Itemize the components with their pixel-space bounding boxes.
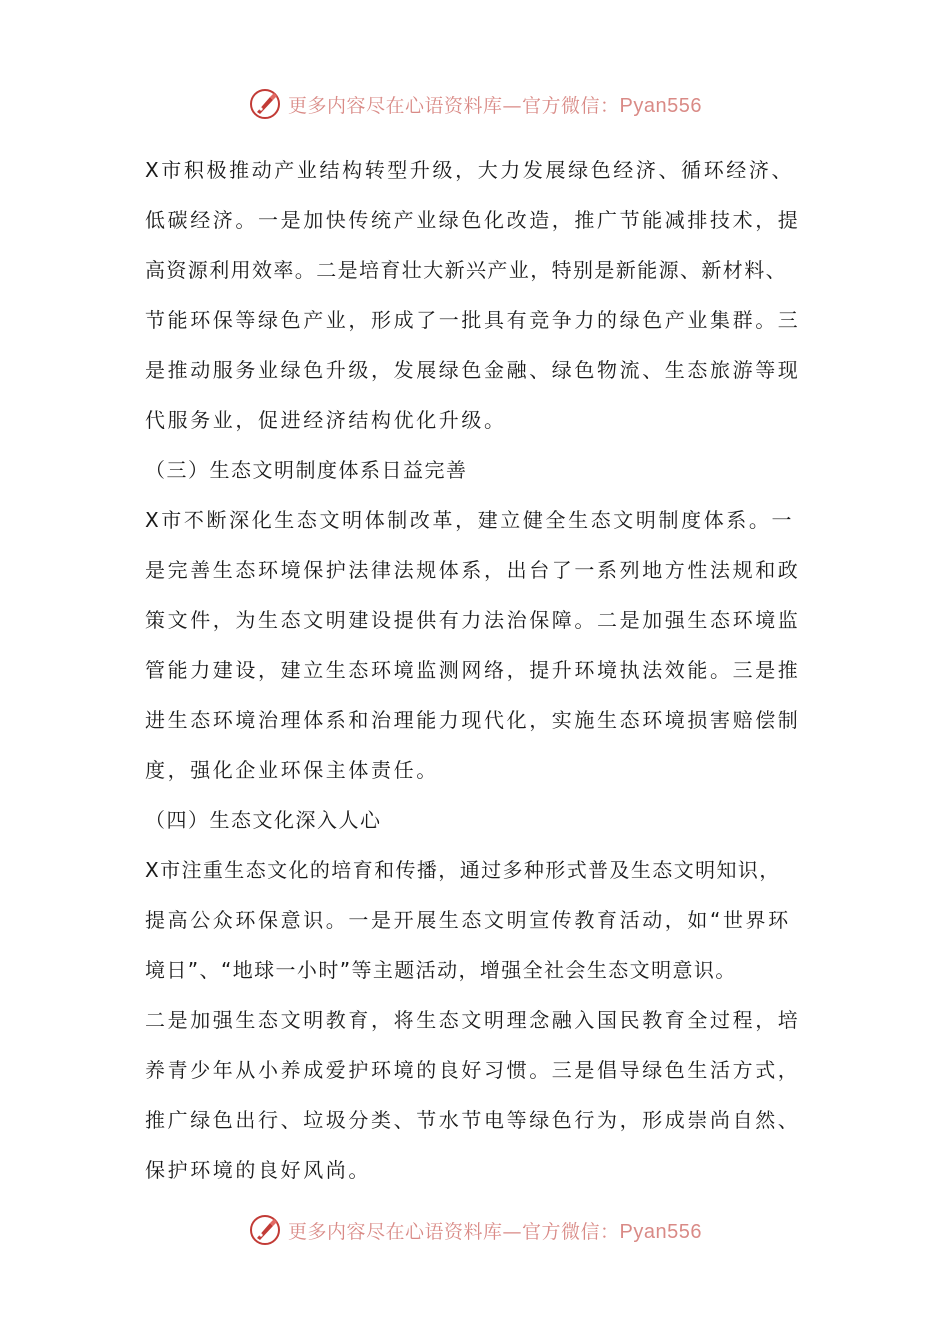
text-line: 是完善生态环境保护法律法规体系，出台了一系列地方性法规和政 [145, 558, 801, 582]
watermark-header [0, 84, 950, 124]
paragraph-institutions [145, 500, 825, 800]
section-heading-4: （四）生态文化深入人心 [145, 808, 382, 832]
text-line: 节能环保等绿色产业，形成了一批具有竞争力的绿色产业集群。三 [145, 308, 801, 332]
text-line: 低碳经济。一是加快传统产业绿色化改造，推广节能减排技术，提 [145, 208, 801, 232]
watermark-text [288, 91, 702, 118]
text-line: 管能力建设，建立生态环境监测网络，提升环境执法效能。三是推 [145, 658, 801, 682]
watermark-footer [0, 1210, 950, 1250]
pen-nib-circle-icon [248, 1213, 282, 1247]
text-line: 推广绿色出行、垃圾分类、节水节电等绿色行为，形成崇尚自然、 [145, 1108, 801, 1132]
text-line: 二是加强生态文明教育，将生态文明理念融入国民教育全过程，培 [145, 1008, 801, 1032]
paragraph-culture [145, 850, 825, 1200]
text-line: 策文件，为生态文明建设提供有力法治保障。二是加强生态环境监 [145, 608, 801, 632]
section-heading-3: （三）生态文明制度体系日益完善 [145, 458, 468, 482]
pen-nib-circle-icon [248, 87, 282, 121]
document-body [145, 150, 825, 1200]
text-line: X市注重生态文化的培育和传播，通过多种形式普及生态文明知识， [145, 858, 781, 882]
text-line: 保护环境的良好风尚。 [145, 1158, 371, 1182]
watermark-text [288, 1217, 702, 1244]
watermark-label: 更多内容尽在心语资料库—官方微信： [288, 1220, 620, 1243]
paragraph-industry [145, 150, 825, 450]
text-line: 是推动服务业绿色升级，发展绿色金融、绿色物流、生态旅游等现 [145, 358, 801, 382]
text-line: 境日”、“地球一小时”等主题活动，增强全社会生态文明意识。 [145, 958, 737, 982]
text-line: 养青少年从小养成爱护环境的良好习惯。三是倡导绿色生活方式， [145, 1058, 801, 1082]
text-line: 度，强化企业环保主体责任。 [145, 758, 439, 782]
text-line: 代服务业，促进经济结构优化升级。 [145, 408, 507, 432]
text-line: 进生态环境治理体系和治理能力现代化，实施生态环境损害赔偿制 [145, 708, 801, 732]
text-line: X市积极推动产业结构转型升级，大力发展绿色经济、循环经济、 [145, 158, 795, 182]
text-line: 提高公众环保意识。一是开展生态文明宣传教育活动，如“世界环 [145, 908, 791, 932]
text-line: 高资源利用效率。二是培育壮大新兴产业，特别是新能源、新材料、 [145, 258, 787, 282]
watermark-wechat-id: Pyan556 [619, 94, 702, 117]
text-line: X市不断深化生态文明体制改革，建立健全生态文明制度体系。一 [145, 508, 795, 532]
watermark-label: 更多内容尽在心语资料库—官方微信： [288, 94, 620, 117]
watermark-wechat-id: Pyan556 [619, 1220, 702, 1243]
